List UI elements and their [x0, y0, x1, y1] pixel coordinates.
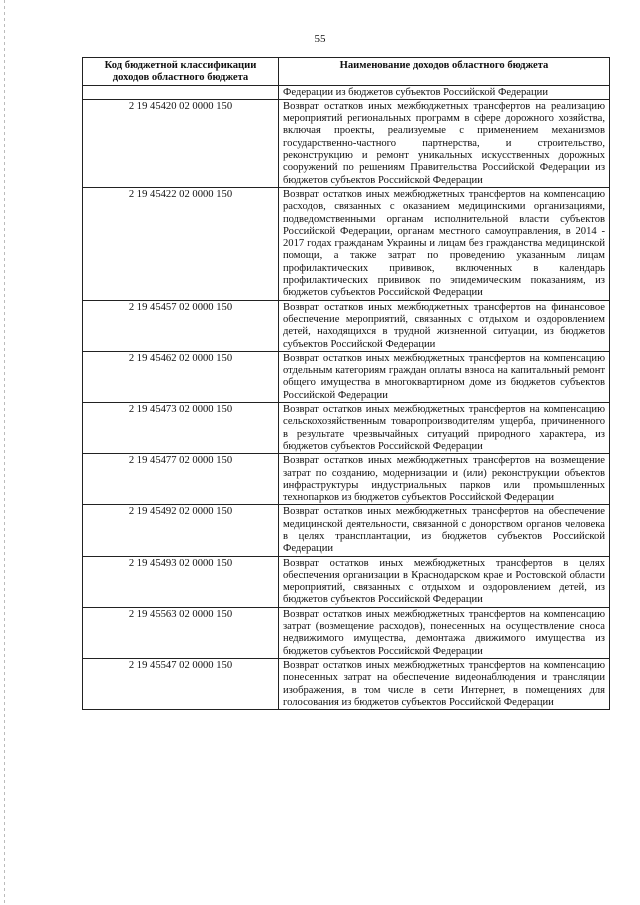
income-name-cell: Возврат остатков иных межбюджетных трансфертов на компенсацию отдельным категориям граждан оплаты взноса на капитальный ремонт общего имущества в многоквартирном доме из бюджетов субъектов Российской Федерации	[279, 351, 610, 402]
continuation-name-cell: Федерации из бюджетов субъектов Российской Федерации	[279, 85, 610, 99]
table-row	[83, 187, 610, 300]
income-name-cell: Возврат остатков иных межбюджетных трансфертов на компенсацию затрат (возмещение расходов), понесенных на осуществление сноса недвижимого имущества, демонтажа движимого имущества из бюджетов субъектов Российской Федерации	[279, 607, 610, 658]
header-name: Наименование доходов областного бюджета	[279, 58, 610, 86]
table-row	[83, 454, 610, 505]
budget-table	[82, 57, 610, 710]
header-code: Код бюджетной классификации доходов областного бюджета	[83, 58, 279, 86]
table-row	[83, 505, 610, 556]
continuation-row	[83, 85, 610, 99]
income-name-cell: Возврат остатков иных межбюджетных трансфертов в целях обеспечения организации в Краснодарском крае и Ростовской области мероприятий, связанных с отдыхом и оздоровлением детей, из бюджетов субъектов Российской Федерации	[279, 556, 610, 607]
table-row	[83, 300, 610, 351]
income-name-cell: Возврат остатков иных межбюджетных трансфертов на финансовое обеспечение мероприятий, связанных с отдыхом и оздоровлением детей, находящихся в трудной жизненной ситуации, из бюджетов субъектов Российской Федерации	[279, 300, 610, 351]
table-header-row	[83, 58, 610, 86]
budget-code-cell: 2 19 45422 02 0000 150	[83, 187, 279, 300]
income-name-cell: Возврат остатков иных межбюджетных трансфертов на реализацию мероприятий региональных программ в сфере дорожного хозяйства, включая проекты, реализуемые с применением механизмов государственно-частного партнерства, и строительство, реконструкцию и ремонт уникальных искусственных дорожных сооружений по решениям Правительства Российской Федерации из бюджетов субъектов Российской Федерации	[279, 99, 610, 187]
page-number: 55	[314, 33, 326, 45]
income-name-cell: Возврат остатков иных межбюджетных трансфертов на компенсацию понесенных затрат на обеспечение видеонаблюдения и трансляции изображения, в том числе в сети Интернет, в помещениях для голосования из бюджетов субъектов Российской Федерации	[279, 658, 610, 709]
income-name-cell: Возврат остатков иных межбюджетных трансфертов на компенсацию сельскохозяйственным товаропроизводителям ущерба, причиненного в результате чрезвычайных ситуаций природного характера, из бюджетов субъектов Российской Федерации	[279, 403, 610, 454]
budget-code-cell: 2 19 45473 02 0000 150	[83, 403, 279, 454]
budget-code-cell: 2 19 45457 02 0000 150	[83, 300, 279, 351]
table-row	[83, 403, 610, 454]
budget-code-cell: 2 19 45477 02 0000 150	[83, 454, 279, 505]
table-row	[83, 658, 610, 709]
continuation-code-cell	[83, 85, 279, 99]
income-name-cell: Возврат остатков иных межбюджетных трансфертов на компенсацию расходов, связанных с оказанием медицинскими организациями, подведомственными органам исполнительной власти субъектов Российской Федерации, органам местного самоуправления, в 2014 - 2017 годах гражданам Украины и лицам без гражданства медицинской помощи, а также затрат по проведению указанным лицам профилактических прививок, включенных в календарь профилактических прививок по эпидемическим показаниям, из бюджетов субъектов Российской Федерации	[279, 187, 610, 300]
income-name-cell: Возврат остатков иных межбюджетных трансфертов на возмещение затрат по созданию, модернизации и (или) реконструкции объектов инфраструктуры индустриальных парков или промышленных технопарков из бюджетов субъектов Российской Федерации	[279, 454, 610, 505]
income-name-cell: Возврат остатков иных межбюджетных трансфертов на обеспечение медицинской деятельности, связанной с донорством органов человека в целях трансплантации, из бюджетов субъектов Российской Федерации	[279, 505, 610, 556]
scan-edge	[4, 0, 5, 905]
table-row	[83, 607, 610, 658]
budget-code-cell: 2 19 45462 02 0000 150	[83, 351, 279, 402]
budget-code-cell: 2 19 45547 02 0000 150	[83, 658, 279, 709]
budget-code-cell: 2 19 45493 02 0000 150	[83, 556, 279, 607]
budget-code-cell: 2 19 45420 02 0000 150	[83, 99, 279, 187]
table-row	[83, 556, 610, 607]
table-row	[83, 351, 610, 402]
budget-code-cell: 2 19 45492 02 0000 150	[83, 505, 279, 556]
table-row	[83, 99, 610, 187]
budget-code-cell: 2 19 45563 02 0000 150	[83, 607, 279, 658]
